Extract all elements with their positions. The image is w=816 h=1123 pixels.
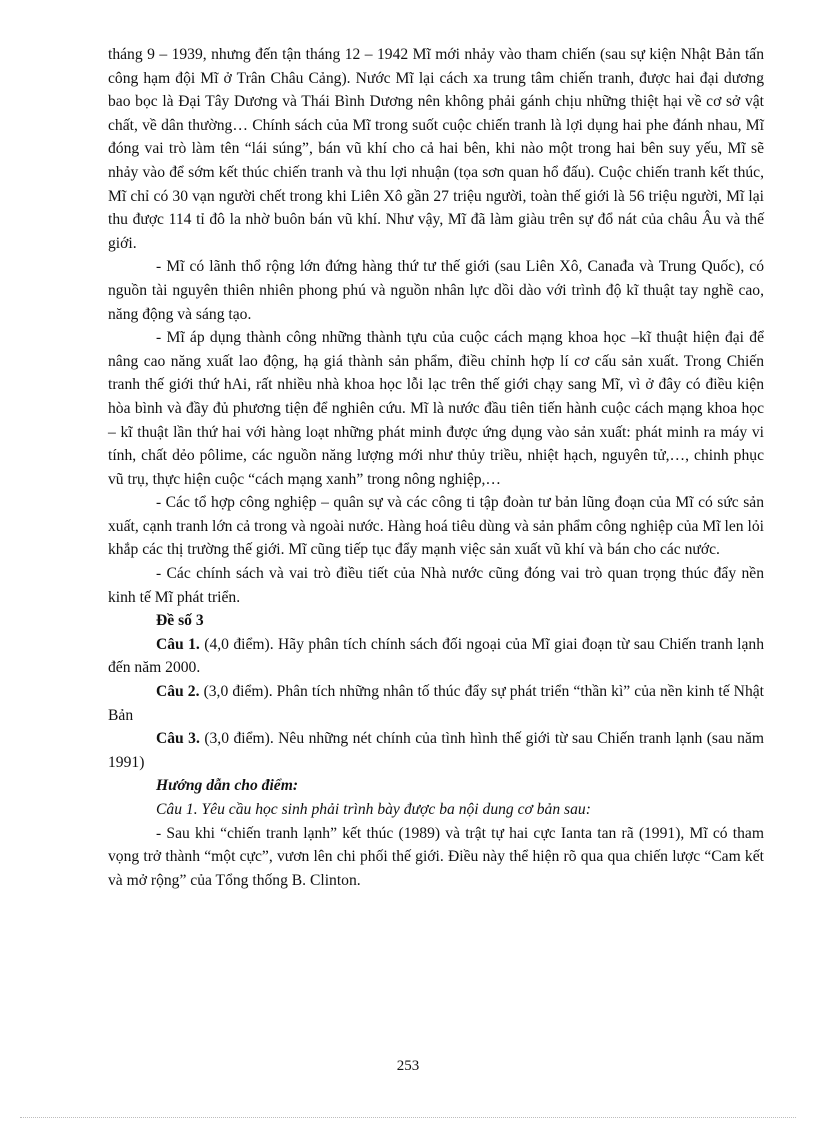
paragraph-industrial-complex: - Các tổ hợp công nghiệp – quân sự và các công ti tập đoàn tư bản lũng đoạn của Mĩ có sức sản xuất, cạnh tranh lớn cả trong và ngoài nước. Hàng hoá tiêu dùng và sản phẩm công nghiệp của Mĩ len lỏi khắp các thị trường thế giới. Mĩ cũng tiếp tục đẩy mạnh việc sản xuất vũ khí và bán cho các nước. <box>108 494 764 559</box>
page-number: 253 <box>396 1058 420 1074</box>
question-1-text: (4,0 điểm). Hãy phân tích chính sách đối ngoại của Mĩ giai đoạn từ sau Chiến tranh lạnh đến năm 2000. <box>108 635 765 677</box>
paragraph-ww2-context: tháng 9 – 1939, nhưng đến tận tháng 12 – 1942 Mĩ mới nhảy vào tham chiến (sau sự kiện Nhật Bản tấn công hạm đội Mĩ ở Trân Châu Cảng). Nước Mĩ lại cách xa trung tâm chiến tranh, được hai đại dương bao bọc là Đại Tây Dương và Thái Bình Dương nên không phải gánh chịu những thiệt hại về cơ sở vật chất, về dân thường… Chính sách của Mĩ trong suốt cuộc chiến tranh là lợi dụng hai phe đánh nhau, Mĩ đóng vai trò làm tên “lái súng”, bán vũ khí cho cả hai bên, khi nào một trong hai bên suy yếu, Mĩ sẽ nhảy vào để sớm kết thúc chiến tranh và thu lợi nhuận (tọa sơn quan hổ đấu). Cuộc chiến tranh kết thúc, Mĩ chỉ có 30 vạn người chết trong khi Liên Xô gần 27 triệu người, toàn thế giới là 56 triệu người, Mĩ lại thu được 114 tỉ đô la nhờ buôn bán vũ khí. Như vậy, Mĩ đã làm giàu trên sự đổ nát của châu Âu và thế giới. <box>108 46 764 252</box>
question-2 <box>108 680 764 727</box>
paragraph-state-role: - Các chính sách và vai trò điều tiết của Nhà nước cũng đóng vai trò quan trọng thúc đẩy nền kinh tế Mĩ phát triển. <box>108 565 764 606</box>
question-2-text: (3,0 điểm). Phân tích những nhân tố thúc đẩy sự phát triển “thần kì” của nền kinh tế Nhật Bản <box>108 683 764 724</box>
paragraph-science-tech: - Mĩ áp dụng thành công những thành tựu của cuộc cách mạng khoa học –kĩ thuật hiện đại để nâng cao năng xuất lao động, hạ giá thành sản phẩm, điều chỉnh hợp lí cơ cấu sản xuất. Trong Chiến tranh thế giới thứ hAi, rất nhiều nhà khoa học lỗi lạc trên thế giới chạy sang Mĩ, vì ở đây có điều kiện hòa bình và đầy đủ phương tiện để nghiên cứu. Mĩ là nước đầu tiên tiến hành cuộc cách mạng khoa học – kĩ thuật lần thứ hai với hàng loạt những phát minh được ứng dụng vào sản xuất: phát minh ra máy vi tính, chất dẻo pôlime, các nguồn năng lượng mới như thủy triều, nhiệt hạch, nguyên tử,…, chinh phục vũ trụ, thực hiện cuộc “cách mạng xanh” trong nông nghiệp,… <box>108 329 764 488</box>
question-3-text: (3,0 điểm). Nêu những nét chính của tình hình thế giới từ sau Chiến tranh lạnh (sau năm 1991) <box>108 730 764 771</box>
paragraph-territory: - Mĩ có lãnh thổ rộng lớn đứng hàng thứ tư thế giới (sau Liên Xô, Canađa và Trung Quốc), có nguồn tài nguyên thiên nhiên phong phú và nguồn nhân lực dồi dào với trình độ kĩ thuật tay nghề cao, năng động và sáng tạo. <box>108 258 764 323</box>
question-1-label: Câu 1. <box>156 635 200 653</box>
page-bottom-border <box>20 1117 796 1118</box>
answer-paragraph: - Sau khi “chiến tranh lạnh” kết thúc (1989) và trật tự hai cực Ianta tan rã (1991), Mĩ có tham vọng trở thành “một cực”, vươn lên chi phối thế giới. Điều này thể hiện rõ qua qua chiến lược “Cam kết và mở rộng” của Tổng thống B. Clinton. <box>108 824 764 889</box>
page-content <box>108 43 764 892</box>
answer-requirement: Câu 1. Yêu cầu học sinh phải trình bày được ba nội dung cơ bản sau: <box>156 801 591 818</box>
grading-guide-title: Hướng dẫn cho điểm: <box>156 777 299 795</box>
question-3 <box>108 727 764 774</box>
exam-title: Đề số 3 <box>156 612 204 630</box>
question-2-label: Câu 2. <box>156 683 200 701</box>
question-3-label: Câu 3. <box>156 730 200 748</box>
question-1 <box>108 633 764 680</box>
